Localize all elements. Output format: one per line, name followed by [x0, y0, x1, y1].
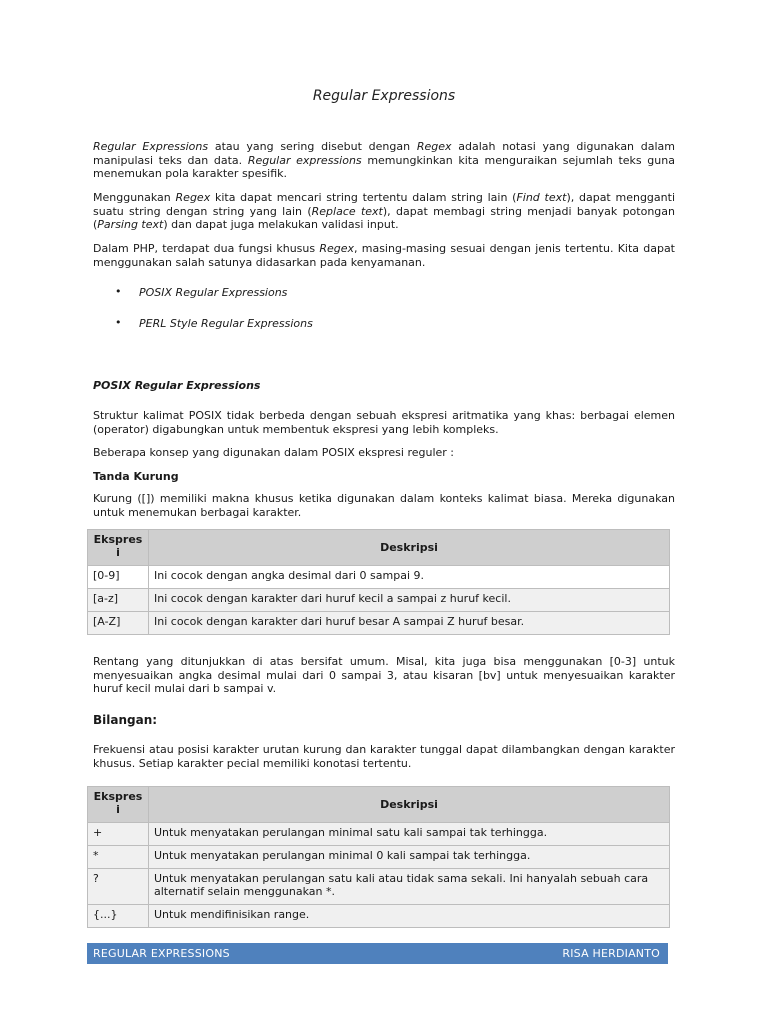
page-title: Regular Expressions [312, 88, 456, 104]
bullet-icon: • [115, 285, 122, 298]
range-paragraph: Rentang yang ditunjukkan di atas bersifat umum. Misal, kita juga bisa menggunakan [0-3] untuk menyesuaikan angka desimal mulai dari 0 sampai 3, atau kisaran [bv] untuk menyesuaikan karakter huruf kecil mulai dari b sampai v. [93, 655, 675, 695]
intro-paragraph-2: Menggunakan Regex kita dapat mencari string tertentu dalam string lain (Find text), dapat mengganti suatu string dengan string yang lain (Replace text), dapat membagi string menjadi banyak potongan (Parsing text) dan dapat juga melakukan validasi input. [93, 191, 675, 231]
table-header-expr: Ekspres i [88, 787, 149, 823]
table-row: + Untuk menyatakan perulangan minimal satu kali sampai tak terhingga. [88, 823, 670, 846]
subheading-bilangan: Bilangan: [93, 713, 158, 727]
bilangan-paragraph: Frekuensi atau posisi karakter urutan kurung dan karakter tunggal dapat dilambangkan dengan karakter khusus. Setiap karakter pecial memiliki konotasi tertentu. [93, 743, 675, 770]
table-row: [A-Z] Ini cocok dengan karakter dari huruf besar A sampai Z huruf besar. [88, 612, 670, 635]
posix-paragraph-2: Beberapa konsep yang digunakan dalam POSIX ekspresi reguler : [93, 446, 455, 459]
table-header-desc: Deskripsi [149, 530, 670, 566]
bullet-icon: • [115, 316, 122, 329]
page-footer [87, 943, 668, 964]
table-header-expr: Ekspres i [88, 530, 149, 566]
table-row: [a-z] Ini cocok dengan karakter dari huruf kecil a sampai z huruf kecil. [88, 589, 670, 612]
subheading-tanda-kurung: Tanda Kurung [93, 470, 179, 483]
intro-paragraph-1: Regular Expressions atau yang sering disebut dengan Regex adalah notasi yang digunakan dalam manipulasi teks dan data. Regular expressions memungkinkan kita menguraikan sejumlah teks guna menemukan pola karakter spesifik. [93, 140, 676, 180]
table-row: {...} Untuk mendifinisikan range. [88, 905, 670, 928]
table-row: [0-9] Ini cocok dengan angka desimal dari 0 sampai 9. [88, 566, 670, 589]
table-row: * Untuk menyatakan perulangan minimal 0 kali sampai tak terhingga. [88, 846, 670, 869]
tanda-kurung-paragraph: Kurung ([]) memiliki makna khusus ketika digunakan dalam konteks kalimat biasa. Mereka digunakan untuk menemukan berbagai karakter. [93, 492, 675, 519]
bracket-table [87, 529, 670, 635]
quantifier-table [87, 786, 670, 928]
section-heading-posix: POSIX Regular Expressions [93, 379, 261, 392]
posix-paragraph-1: Struktur kalimat POSIX tidak berbeda dengan sebuah ekspresi aritmatika yang khas: berbagai elemen (operator) digabungkan untuk membentuk ekspresi yang lebih kompleks. [93, 409, 675, 436]
table-header-desc: Deskripsi [149, 787, 670, 823]
footer-title: REGULAR EXPRESSIONS [93, 947, 230, 960]
footer-author: RISA HERDIANTO [562, 947, 660, 960]
intro-paragraph-3: Dalam PHP, terdapat dua fungsi khusus Regex, masing-masing sesuai dengan jenis tertentu. Kita dapat menggunakan salah satunya didasarkan pada kenyamanan. [93, 242, 676, 269]
table-row: ? Untuk menyatakan perulangan satu kali atau tidak sama sekali. Ini hanyalah sebuah cara alternatif selain menggunakan *. [88, 869, 670, 905]
intro-term-regex-full: Regular Expressions [93, 140, 209, 153]
